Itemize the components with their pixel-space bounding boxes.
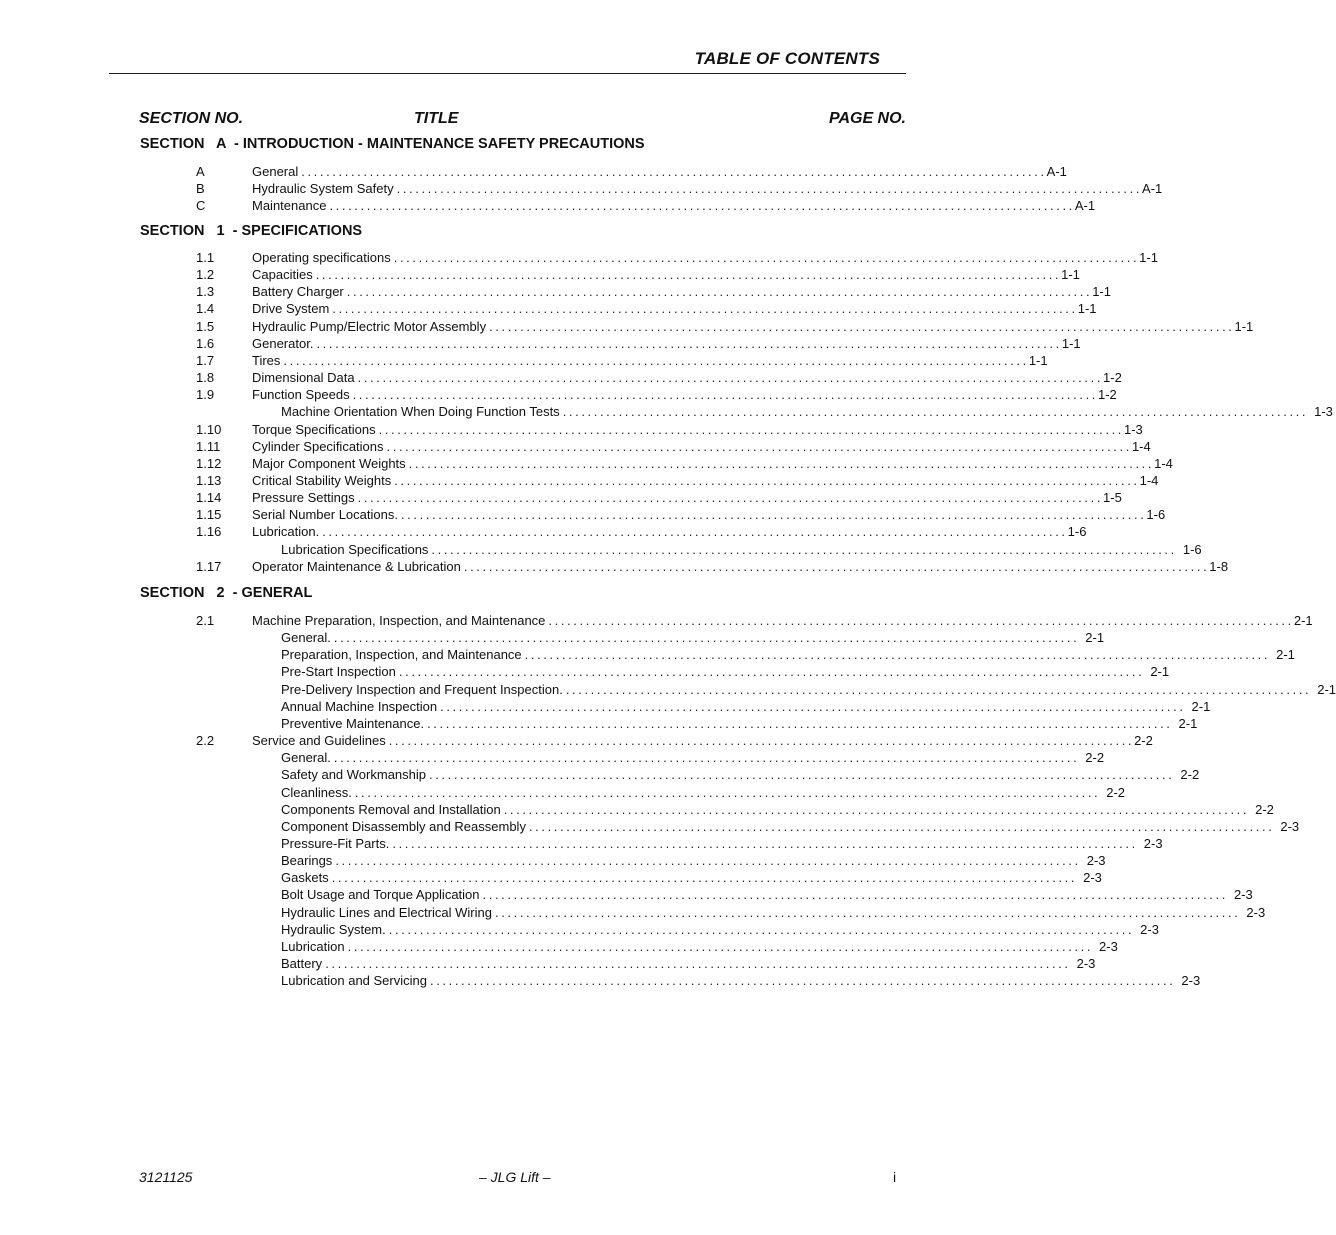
entry-page: 2-2 <box>1106 784 1126 800</box>
entry-page: 2-3 <box>1099 938 1118 954</box>
entry-page: A-1 <box>1074 198 1096 214</box>
toc-entry[interactable] <box>0 506 1166 523</box>
dot-leader: ........................................................................................................................ <box>503 801 1250 817</box>
dot-leader: ........................................................................................................................ <box>400 507 1147 523</box>
dot-leader: ........................................................................................................................ <box>528 818 1275 834</box>
dot-leader: ........................................................................................................................ <box>347 938 1094 954</box>
toc-subentry[interactable] <box>0 629 1105 646</box>
toc-subentry[interactable] <box>0 938 1118 955</box>
entry-page: 1-2 <box>1098 387 1117 403</box>
entry-title: Pressure Settings <box>252 490 355 506</box>
entry-page: 1-3 <box>1314 404 1333 420</box>
page-header-title: TABLE OF CONTENTS <box>694 49 880 68</box>
entry-title: Bolt Usage and Torque Application <box>281 887 480 903</box>
entry-page: 2-3 <box>1076 956 1096 971</box>
entry-number: 1.1 <box>196 250 215 265</box>
entry-number: 1.5 <box>196 318 215 334</box>
entry-page: 1-3 <box>1124 421 1143 437</box>
entry-number: 2.2 <box>196 733 215 749</box>
entry-number: 1.9 <box>196 387 215 403</box>
entry-title: General. <box>281 630 331 646</box>
dot-leader: ........................................................................................................................ <box>333 630 1080 646</box>
entry-page: 2-1 <box>1150 664 1170 680</box>
column-heading-title: TITLE <box>414 110 459 127</box>
dot-leader: ........................................................................................................................ <box>392 835 1138 851</box>
dot-leader: ........................................................................................................................ <box>393 250 1140 265</box>
entry-title: Major Component Weights <box>252 455 406 471</box>
entry-page: 2-3 <box>1140 921 1159 937</box>
toc-entry[interactable] <box>0 249 1158 266</box>
entry-title: Function Speeds <box>252 387 350 403</box>
toc-entry[interactable] <box>0 163 1067 180</box>
entry-title: Preventive Maintenance. <box>281 715 425 731</box>
entry-title: Machine Orientation When Doing Function Tests <box>281 404 560 420</box>
entry-title: Dimensional Data <box>252 370 355 386</box>
toc-subentry[interactable] <box>0 681 1336 698</box>
toc-subentry[interactable] <box>0 749 1105 766</box>
dot-leader: ........................................................................................................................ <box>325 956 1071 971</box>
entry-number: 1.7 <box>196 352 215 368</box>
dot-leader: ........................................................................................................................ <box>322 524 1068 540</box>
entry-number: B <box>196 181 205 197</box>
entry-number: C <box>196 198 206 214</box>
entry-title: Pre-Delivery Inspection and Frequent Inspection. <box>281 681 563 697</box>
dot-leader: ........................................................................................................................ <box>463 558 1210 574</box>
entry-title: Lubrication. <box>252 524 320 540</box>
toc-entry[interactable] <box>0 300 1097 317</box>
dot-leader: ........................................................................................................................ <box>388 733 1135 749</box>
entry-number: 1.11 <box>196 438 221 454</box>
dot-leader: ........................................................................................................................ <box>329 198 1075 214</box>
dot-leader: ........................................................................................................................ <box>394 472 1140 488</box>
footer-center: – JLG Lift – <box>479 1169 551 1185</box>
entry-number: 1.6 <box>196 335 215 351</box>
dot-leader: ........................................................................................................................ <box>548 613 1294 628</box>
footer-page-number: i <box>893 1169 897 1185</box>
entry-title: Component Disassembly and Reassembly <box>281 818 526 834</box>
entry-title: Battery Charger <box>252 284 344 300</box>
entry-page: 1-4 <box>1131 438 1151 454</box>
entry-title: Lubrication <box>281 938 345 954</box>
entry-number: 1.8 <box>196 370 215 386</box>
dot-leader: ........................................................................................................................ <box>331 870 1078 886</box>
toc-entry[interactable] <box>0 732 1153 749</box>
dot-leader: ........................................................................................................................ <box>332 301 1078 317</box>
toc-subentry[interactable] <box>0 663 1170 680</box>
dot-leader: ........................................................................................................................ <box>427 715 1173 731</box>
entry-page: 2-3 <box>1246 904 1266 920</box>
section-heading: SECTION 2 - GENERAL <box>140 585 313 601</box>
dot-leader: ........................................................................................................................ <box>396 181 1143 197</box>
entry-title: Cylinder Specifications <box>252 438 384 454</box>
toc-subentry[interactable] <box>0 852 1106 869</box>
entry-page: 1-1 <box>1139 250 1158 265</box>
toc-subentry[interactable] <box>0 869 1102 886</box>
dot-leader: ........................................................................................................................ <box>408 455 1155 471</box>
entry-page: 2-1 <box>1191 698 1211 714</box>
toc-subentry[interactable] <box>0 904 1266 921</box>
entry-title: Hydraulic System. <box>281 921 386 937</box>
entry-title: Safety and Workmanship <box>281 767 426 783</box>
entry-page: A-1 <box>1142 181 1163 197</box>
entry-title: Service and Guidelines <box>252 733 386 749</box>
entry-number: 2.1 <box>196 613 215 628</box>
entry-title: Lubrication and Servicing <box>281 973 427 989</box>
toc-subentry[interactable] <box>0 715 1198 732</box>
dot-leader: ........................................................................................................................ <box>283 352 1029 368</box>
entry-title: Preparation, Inspection, and Maintenance <box>281 647 522 663</box>
entry-title: Serial Number Locations. <box>252 507 398 523</box>
entry-title: Drive System <box>252 301 330 317</box>
entry-number: 1.13 <box>196 472 222 488</box>
toc-subentry[interactable] <box>0 835 1163 852</box>
toc-subentry[interactable] <box>0 886 1253 903</box>
toc-entry[interactable] <box>0 472 1159 489</box>
dot-leader: ........................................................................................................................ <box>398 664 1145 680</box>
toc-entry[interactable] <box>0 266 1080 283</box>
toc-entry[interactable] <box>0 352 1048 369</box>
dot-leader: ........................................................................................................................ <box>352 387 1098 403</box>
dot-leader: ........................................................................................................................ <box>429 973 1176 989</box>
entry-page: 2-3 <box>1280 818 1300 834</box>
dot-leader: ........................................................................................................................ <box>494 904 1241 920</box>
dot-leader: ........................................................................................................................ <box>346 284 1093 300</box>
dot-leader: ........................................................................................................................ <box>562 404 1309 420</box>
entry-page: 1-5 <box>1103 490 1122 506</box>
entry-title: Critical Stability Weights <box>252 472 392 488</box>
entry-page: 2-3 <box>1181 973 1201 989</box>
entry-page: 2-2 <box>1255 801 1274 817</box>
entry-title: Operating specifications <box>252 250 391 265</box>
toc-subentry[interactable] <box>0 784 1126 801</box>
dot-leader: ........................................................................................................................ <box>315 267 1062 283</box>
entry-page: 1-6 <box>1067 524 1087 540</box>
entry-number: 1.4 <box>196 301 215 317</box>
toc-subentry[interactable] <box>0 921 1159 938</box>
toc-entry[interactable] <box>0 558 1229 575</box>
entry-number: 1.15 <box>196 507 222 523</box>
entry-title: Bearings <box>281 853 333 869</box>
section-heading: SECTION 1 - SPECIFICATIONS <box>140 223 363 239</box>
entry-page: 1-1 <box>1234 318 1254 334</box>
entry-number: A <box>196 164 205 179</box>
entry-title: Cleanliness. <box>281 784 352 800</box>
entry-title: Torque Specifications <box>252 421 376 437</box>
toc-entry[interactable] <box>0 283 1111 300</box>
toc-entry[interactable] <box>0 612 1313 629</box>
column-heading-section: SECTION NO. <box>139 110 244 127</box>
dot-leader: ........................................................................................................................ <box>440 698 1186 714</box>
entry-title: Generator. <box>252 335 314 351</box>
entry-title: Pressure-Fit Parts. <box>281 835 390 851</box>
entry-title: Battery <box>281 956 323 971</box>
entry-number: 1.16 <box>196 524 222 540</box>
entry-page: 1-6 <box>1182 541 1202 557</box>
entry-title: Maintenance <box>252 198 327 214</box>
toc-entry[interactable] <box>0 455 1173 472</box>
toc-subentry[interactable] <box>0 403 1333 420</box>
toc-subentry[interactable] <box>0 766 1200 783</box>
dot-leader: ........................................................................................................................ <box>388 921 1135 937</box>
dot-leader: ........................................................................................................................ <box>335 853 1081 869</box>
toc-subentry[interactable] <box>0 801 1274 818</box>
entry-number: 1.2 <box>196 267 215 283</box>
dot-leader: ........................................................................................................................ <box>489 318 1235 334</box>
entry-page: 2-3 <box>1143 835 1163 851</box>
dot-leader: ........................................................................................................................ <box>565 681 1312 697</box>
toc-entry[interactable] <box>0 438 1151 455</box>
entry-title: General <box>252 164 299 179</box>
entry-number: 1.17 <box>196 558 222 574</box>
entry-page: 1-1 <box>1028 352 1048 368</box>
toc-subentry[interactable] <box>0 972 1201 989</box>
entry-title: Operator Maintenance & Lubrication <box>252 558 461 574</box>
toc-entry[interactable] <box>0 386 1117 403</box>
entry-page: 2-2 <box>1134 733 1153 749</box>
entry-title: Gaskets <box>281 870 329 886</box>
toc-subentry[interactable] <box>0 818 1300 835</box>
dot-leader: ........................................................................................................................ <box>386 438 1132 454</box>
toc-entry[interactable] <box>0 180 1163 197</box>
dot-leader: ........................................................................................................................ <box>378 421 1124 437</box>
entry-title: Hydraulic System Safety <box>252 181 394 197</box>
dot-leader: ........................................................................................................................ <box>333 750 1080 766</box>
entry-title: Components Removal and Installation <box>281 801 501 817</box>
entry-page: 2-1 <box>1178 715 1198 731</box>
entry-page: 2-1 <box>1276 647 1295 663</box>
column-heading-page: PAGE NO. <box>828 110 906 127</box>
toc-entry[interactable] <box>0 335 1081 352</box>
dot-leader: ........................................................................................................................ <box>524 647 1271 663</box>
entry-number: 1.12 <box>196 455 222 471</box>
entry-title: Pre-Start Inspection <box>281 664 396 680</box>
toc-entry[interactable] <box>0 523 1087 540</box>
dot-leader: ........................................................................................................................ <box>431 541 1177 557</box>
entry-page: 1-1 <box>1092 284 1111 300</box>
entry-page: 2-3 <box>1233 887 1253 903</box>
entry-title: Hydraulic Pump/Electric Motor Assembly <box>252 318 487 334</box>
entry-page: 2-3 <box>1086 853 1106 869</box>
toc-entry[interactable] <box>0 318 1254 335</box>
dot-leader: ........................................................................................................................ <box>429 767 1175 783</box>
footer-doc-number: 3121125 <box>139 1169 193 1185</box>
dot-leader: ........................................................................................................................ <box>357 370 1104 386</box>
dot-leader: ........................................................................................................................ <box>354 784 1101 800</box>
entry-title: Annual Machine Inspection <box>281 698 438 714</box>
entry-title: Hydraulic Lines and Electrical Wiring <box>281 904 492 920</box>
entry-page: 1-4 <box>1154 455 1173 471</box>
entry-page: 2-1 <box>1085 630 1105 646</box>
toc-entry[interactable] <box>0 197 1096 214</box>
dot-leader: ........................................................................................................................ <box>316 335 1062 351</box>
entry-title: Lubrication Specifications <box>281 541 429 557</box>
entry-page: A-1 <box>1046 164 1067 179</box>
entry-page: 1-4 <box>1139 472 1159 488</box>
entry-page: 1-1 <box>1061 335 1081 351</box>
entry-page: 1-8 <box>1209 558 1229 574</box>
entry-page: 2-3 <box>1083 870 1102 886</box>
toc-entry[interactable] <box>0 421 1143 438</box>
entry-page: 2-2 <box>1180 767 1200 783</box>
entry-number: 1.14 <box>196 490 222 506</box>
entry-title: Capacities <box>252 267 313 283</box>
entry-page: 1-1 <box>1061 267 1080 283</box>
toc-entry[interactable] <box>0 369 1122 386</box>
toc-subentry[interactable] <box>0 955 1096 972</box>
dot-leader: ........................................................................................................................ <box>482 887 1228 903</box>
toc-subentry[interactable] <box>0 541 1202 558</box>
section-heading: SECTION A - INTRODUCTION - MAINTENANCE SAFETY PRECAUTIONS <box>140 136 645 152</box>
entry-page: 1-2 <box>1103 370 1122 386</box>
entry-page: 2-1 <box>1317 681 1336 697</box>
toc-entry[interactable] <box>0 489 1122 506</box>
entry-page: 2-2 <box>1085 750 1105 766</box>
entry-number: 1.10 <box>196 421 222 437</box>
dot-leader: ........................................................................................................................ <box>357 490 1104 506</box>
entry-number: 1.3 <box>196 284 215 300</box>
entry-title: Machine Preparation, Inspection, and Maintenance <box>252 613 546 628</box>
entry-title: Tires <box>252 352 281 368</box>
entry-page: 1-1 <box>1077 301 1097 317</box>
entry-page: 1-6 <box>1146 507 1166 523</box>
entry-page: 2-1 <box>1293 613 1313 628</box>
dot-leader: ........................................................................................................................ <box>301 164 1047 179</box>
toc-subentry[interactable] <box>0 646 1295 663</box>
toc-subentry[interactable] <box>0 698 1211 715</box>
entry-title: General. <box>281 750 331 766</box>
